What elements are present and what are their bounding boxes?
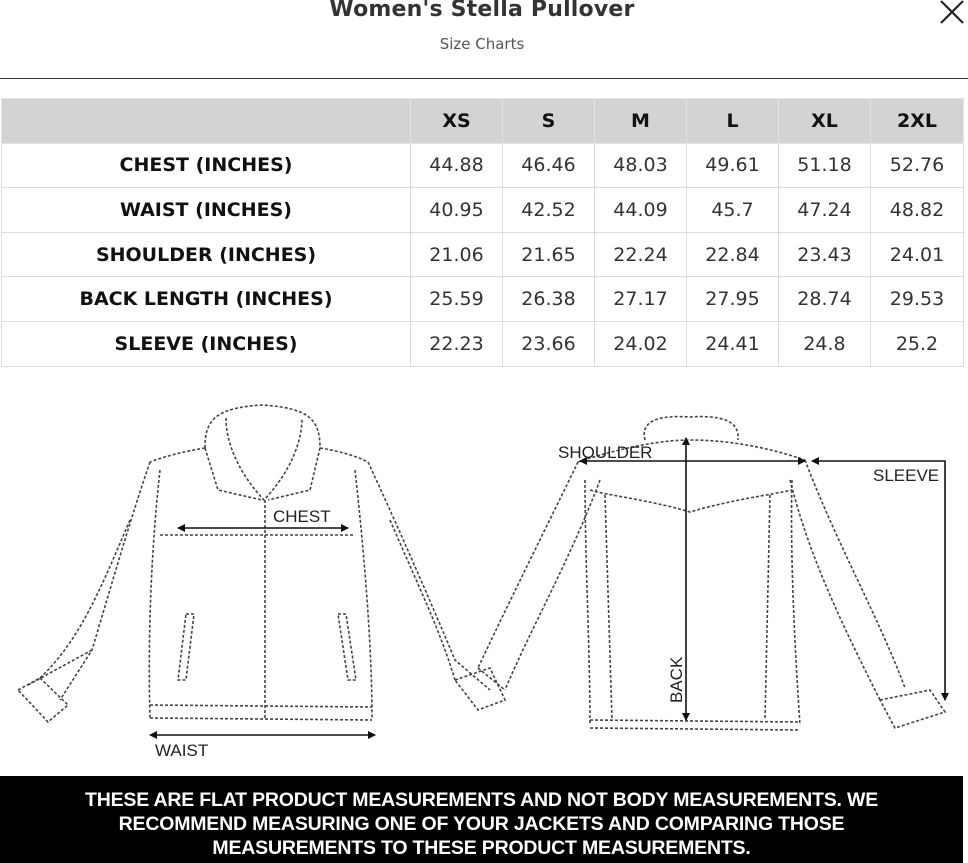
table-cell: 44.09: [595, 188, 687, 233]
close-button[interactable]: [936, 0, 966, 26]
table-row: [2, 143, 964, 188]
table-cell: 48.03: [595, 143, 687, 188]
table-header-row: [2, 99, 964, 144]
table-cell: 27.95: [687, 277, 779, 322]
table-row: [2, 232, 964, 277]
table-cell: 45.7: [687, 188, 779, 233]
row-label: CHEST (INCHES): [2, 143, 411, 188]
table-cell: 40.95: [411, 188, 503, 233]
row-label: WAIST (INCHES): [2, 188, 411, 233]
table-row: [2, 188, 964, 233]
column-header-size: L: [687, 99, 779, 144]
table-cell: 48.82: [871, 188, 964, 233]
table-cell: 24.02: [595, 321, 687, 366]
table-cell: 49.61: [687, 143, 779, 188]
table-cell: 24.01: [871, 232, 964, 277]
row-label: BACK LENGTH (INCHES): [2, 277, 411, 322]
close-icon: [936, 0, 966, 26]
table-cell: 51.18: [779, 143, 871, 188]
table-row: [2, 321, 964, 366]
size-chart-table: [1, 98, 964, 367]
chest-label: CHEST: [273, 507, 331, 526]
table-cell: 23.66: [503, 321, 595, 366]
table-row: [2, 277, 964, 322]
front-jacket-illustration: [18, 405, 505, 722]
table-cell: 42.52: [503, 188, 595, 233]
column-header-size: S: [503, 99, 595, 144]
jacket-measurement-diagram: [0, 385, 968, 775]
back-jacket-illustration: [478, 417, 945, 730]
modal-header: [0, 0, 968, 79]
table-cell: 28.74: [779, 277, 871, 322]
measurement-disclaimer: [0, 776, 963, 863]
table-cell: 52.76: [871, 143, 964, 188]
table-cell: 26.38: [503, 277, 595, 322]
table-cell: 44.88: [411, 143, 503, 188]
table-cell: 23.43: [779, 232, 871, 277]
table-cell: 27.17: [595, 277, 687, 322]
sleeve-label: SLEEVE: [873, 466, 940, 485]
table-cell: 47.24: [779, 188, 871, 233]
table-cell: 22.24: [595, 232, 687, 277]
page-title: Women's Stella Pullover: [329, 0, 635, 22]
back-label: BACK: [667, 656, 686, 703]
shoulder-label: SHOULDER: [558, 443, 653, 462]
table-cell: 29.53: [871, 277, 964, 322]
table-cell: 25.2: [871, 321, 964, 366]
page-subtitle: Size Charts: [439, 35, 525, 53]
table-cell: 25.59: [411, 277, 503, 322]
table-cell: 46.46: [503, 143, 595, 188]
row-label: SLEEVE (INCHES): [2, 321, 411, 366]
column-header-corner: [2, 99, 411, 144]
column-header-size: XS: [411, 99, 503, 144]
table-cell: 21.65: [503, 232, 595, 277]
table-cell: 24.41: [687, 321, 779, 366]
waist-label: WAIST: [155, 741, 209, 760]
sleeve-measure-line: [812, 461, 945, 700]
table-cell: 22.84: [687, 232, 779, 277]
column-header-size: M: [595, 99, 687, 144]
column-header-size: 2XL: [871, 99, 964, 144]
table-cell: 21.06: [411, 232, 503, 277]
disclaimer-line: RECOMMEND MEASURING ONE OF YOUR JACKETS AND COMPARING THOSE: [118, 813, 845, 835]
column-header-size: XL: [779, 99, 871, 144]
row-label: SHOULDER (INCHES): [2, 232, 411, 277]
disclaimer-line: MEASUREMENTS TO THESE PRODUCT MEASUREMENTS.: [212, 837, 751, 859]
table-cell: 24.8: [779, 321, 871, 366]
disclaimer-line: THESE ARE FLAT PRODUCT MEASUREMENTS AND NOT BODY MEASUREMENTS. WE: [84, 789, 879, 811]
table-cell: 22.23: [411, 321, 503, 366]
